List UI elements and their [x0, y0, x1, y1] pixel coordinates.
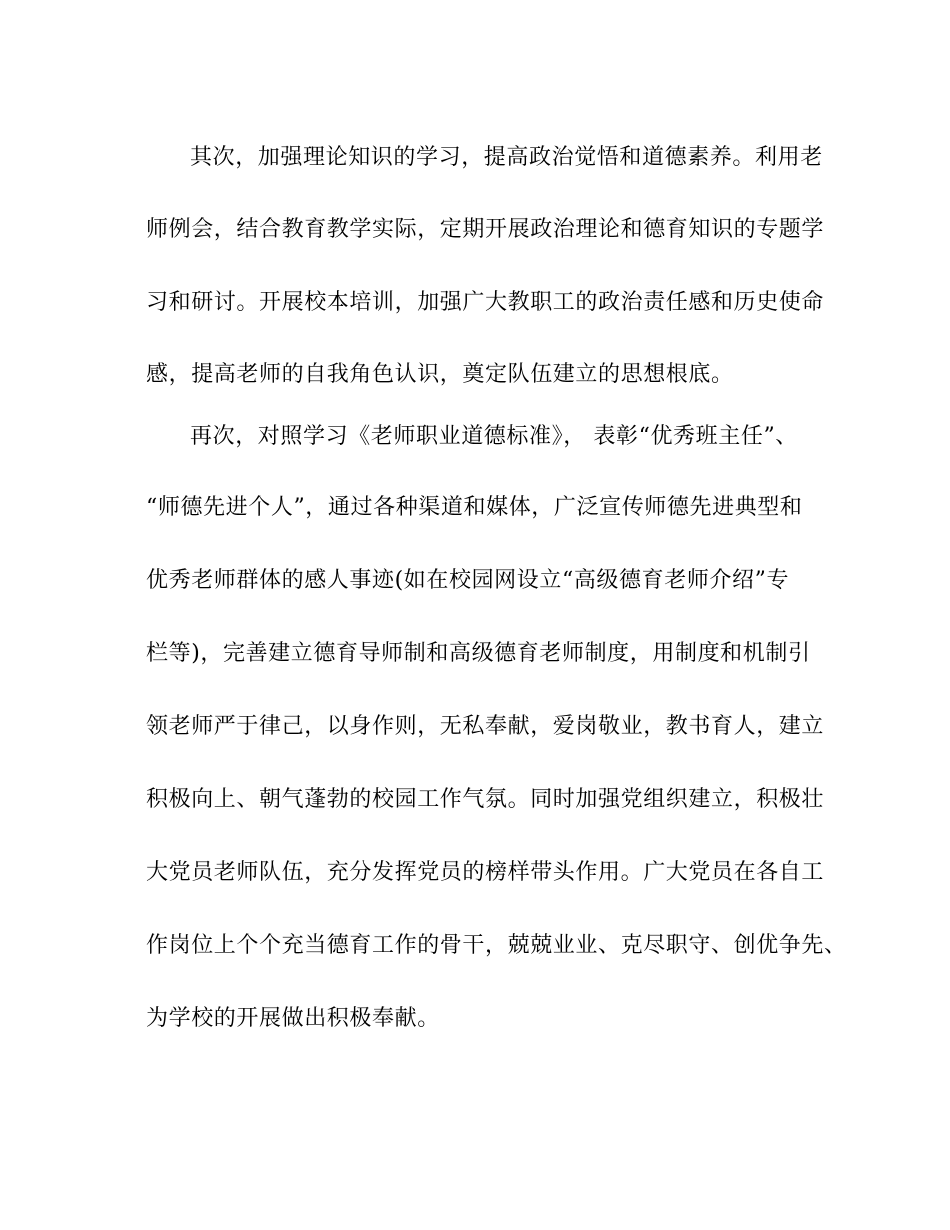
text-line: 优秀老师群体的感人事迹(如在校园网设立“高级德育老师介绍”专: [146, 568, 790, 593]
text-line: 师例会，结合教育教学实际，定期开展政治理论和德育知识的专题学: [146, 217, 825, 242]
text-line: “师德先进个人”，通过各种渠道和媒体，广泛宣传师德先进典型和: [146, 495, 803, 520]
text-line: 习和研讨。开展校本培训，加强广大教职工的政治责任感和历史使命: [146, 290, 825, 315]
text-line: 积极向上、朝气蓬勃的校园工作气氛。同时加强党组织建立，积极壮: [146, 787, 825, 812]
text-line: 感，提高老师的自我角色认识，奠定队伍建立的思想根底。: [146, 362, 734, 387]
text-line: 为学校的开展做出积极奉献。: [146, 1006, 440, 1031]
text-line: 作岗位上个个充当德育工作的骨干，兢兢业业、克尽职守、创优争先、: [146, 933, 847, 958]
text-line: 领老师严于律己，以身作则，无私奉献，爱岗敬业，教书育人，建立: [146, 714, 825, 739]
text-line: 其次，加强理论知识的学习，提高政治觉悟和道德素养。利用老: [190, 145, 823, 170]
text-line: 栏等)，完善建立德育导师制和高级德育老师制度，用制度和机制引: [146, 641, 811, 666]
text-line: 再次，对照学习《老师职业道德标准》， 表彰“优秀班主任”、: [190, 424, 798, 449]
text-line: 大党员老师队伍，充分发挥党员的榜样带头作用。广大党员在各自工: [146, 860, 825, 885]
